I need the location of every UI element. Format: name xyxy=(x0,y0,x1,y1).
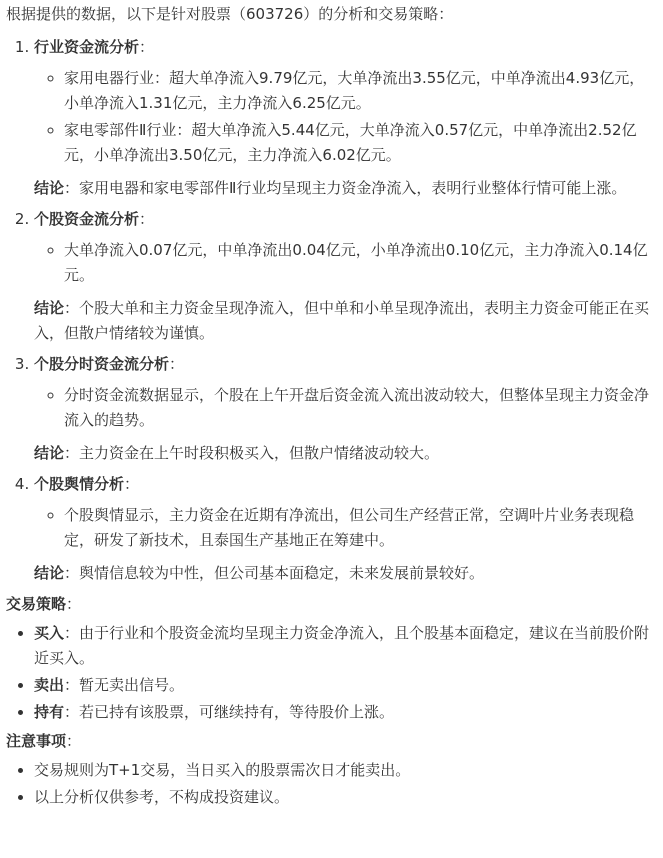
strategy-list xyxy=(6,621,653,725)
list-item: ◦ 个股舆情显示，主力资金在近期有净流出，但公司生产经营正常，空调叶片业务表现稳定，研发了新技术，且泰国生产基地正在筹建中。 xyxy=(64,503,653,553)
strategy-item-sell: • 卖出：暂无卖出信号。 xyxy=(34,673,653,698)
analysis-list xyxy=(6,35,653,586)
list-item: ◦ 分时资金流数据显示，个股在上午开盘后资金流入流出波动较大，但整体呈现主力资金净流入的趋势。 xyxy=(64,383,653,433)
section-title: 个股资金流分析： xyxy=(34,210,155,228)
section-stock-flow xyxy=(34,207,653,346)
strategy-item-buy: • 买入：由于行业和个股资金流均呈现主力资金净流入，且个股基本面稳定，建议在当前股价附近买入。 xyxy=(34,621,653,671)
section-conclusion: 结论：主力资金在上午时段积极买入，但散户情绪波动较大。 xyxy=(34,444,440,462)
section-items xyxy=(34,66,653,168)
section-sentiment xyxy=(34,472,653,586)
list-item: • 交易规则为T+1交易，当日买入的股票需次日才能卖出。 xyxy=(34,758,653,783)
strategy-heading: 交易策略： xyxy=(6,595,82,613)
notes-heading: 注意事项： xyxy=(6,732,82,750)
notes-list xyxy=(6,758,653,810)
section-title: 个股分时资金流分析： xyxy=(34,355,185,373)
section-conclusion: 结论：舆情信息较为中性，但公司基本面稳定，未来发展前景较好。 xyxy=(34,564,485,582)
section-industry-flow xyxy=(34,35,653,201)
list-item: ◦ 家用电器行业：超大单净流入9.79亿元，大单净流出3.55亿元，中单净流出4.93亿元，小单净流入1.31亿元，主力净流入6.25亿元。 xyxy=(64,66,653,116)
section-items xyxy=(34,503,653,553)
section-title: 行业资金流分析： xyxy=(34,38,155,56)
section-intraday-flow xyxy=(34,352,653,466)
list-item: ◦ 家电零部件Ⅱ行业：超大单净流入5.44亿元，大单净流入0.57亿元，中单净流出2.52亿元，小单净流出3.50亿元，主力净流入6.02亿元。 xyxy=(64,118,653,168)
section-title: 个股舆情分析： xyxy=(34,475,140,493)
section-items xyxy=(34,238,653,288)
section-conclusion: 结论：家用电器和家电零部件Ⅱ行业均呈现主力资金净流入，表明行业整体行情可能上涨。 xyxy=(34,179,627,197)
section-conclusion: 结论：个股大单和主力资金呈现净流入，但中单和小单呈现净流出，表明主力资金可能正在买入，但散户情绪较为谨慎。 xyxy=(34,299,650,342)
intro-text: 根据提供的数据，以下是针对股票（603726）的分析和交易策略： xyxy=(6,5,454,23)
strategy-item-hold: • 持有：若已持有该股票，可继续持有，等待股价上涨。 xyxy=(34,700,653,725)
section-items xyxy=(34,383,653,433)
list-item: • 以上分析仅供参考，不构成投资建议。 xyxy=(34,785,653,810)
list-item: ◦ 大单净流入0.07亿元，中单净流出0.04亿元，小单净流出0.10亿元，主力净流入0.14亿元。 xyxy=(64,238,653,288)
